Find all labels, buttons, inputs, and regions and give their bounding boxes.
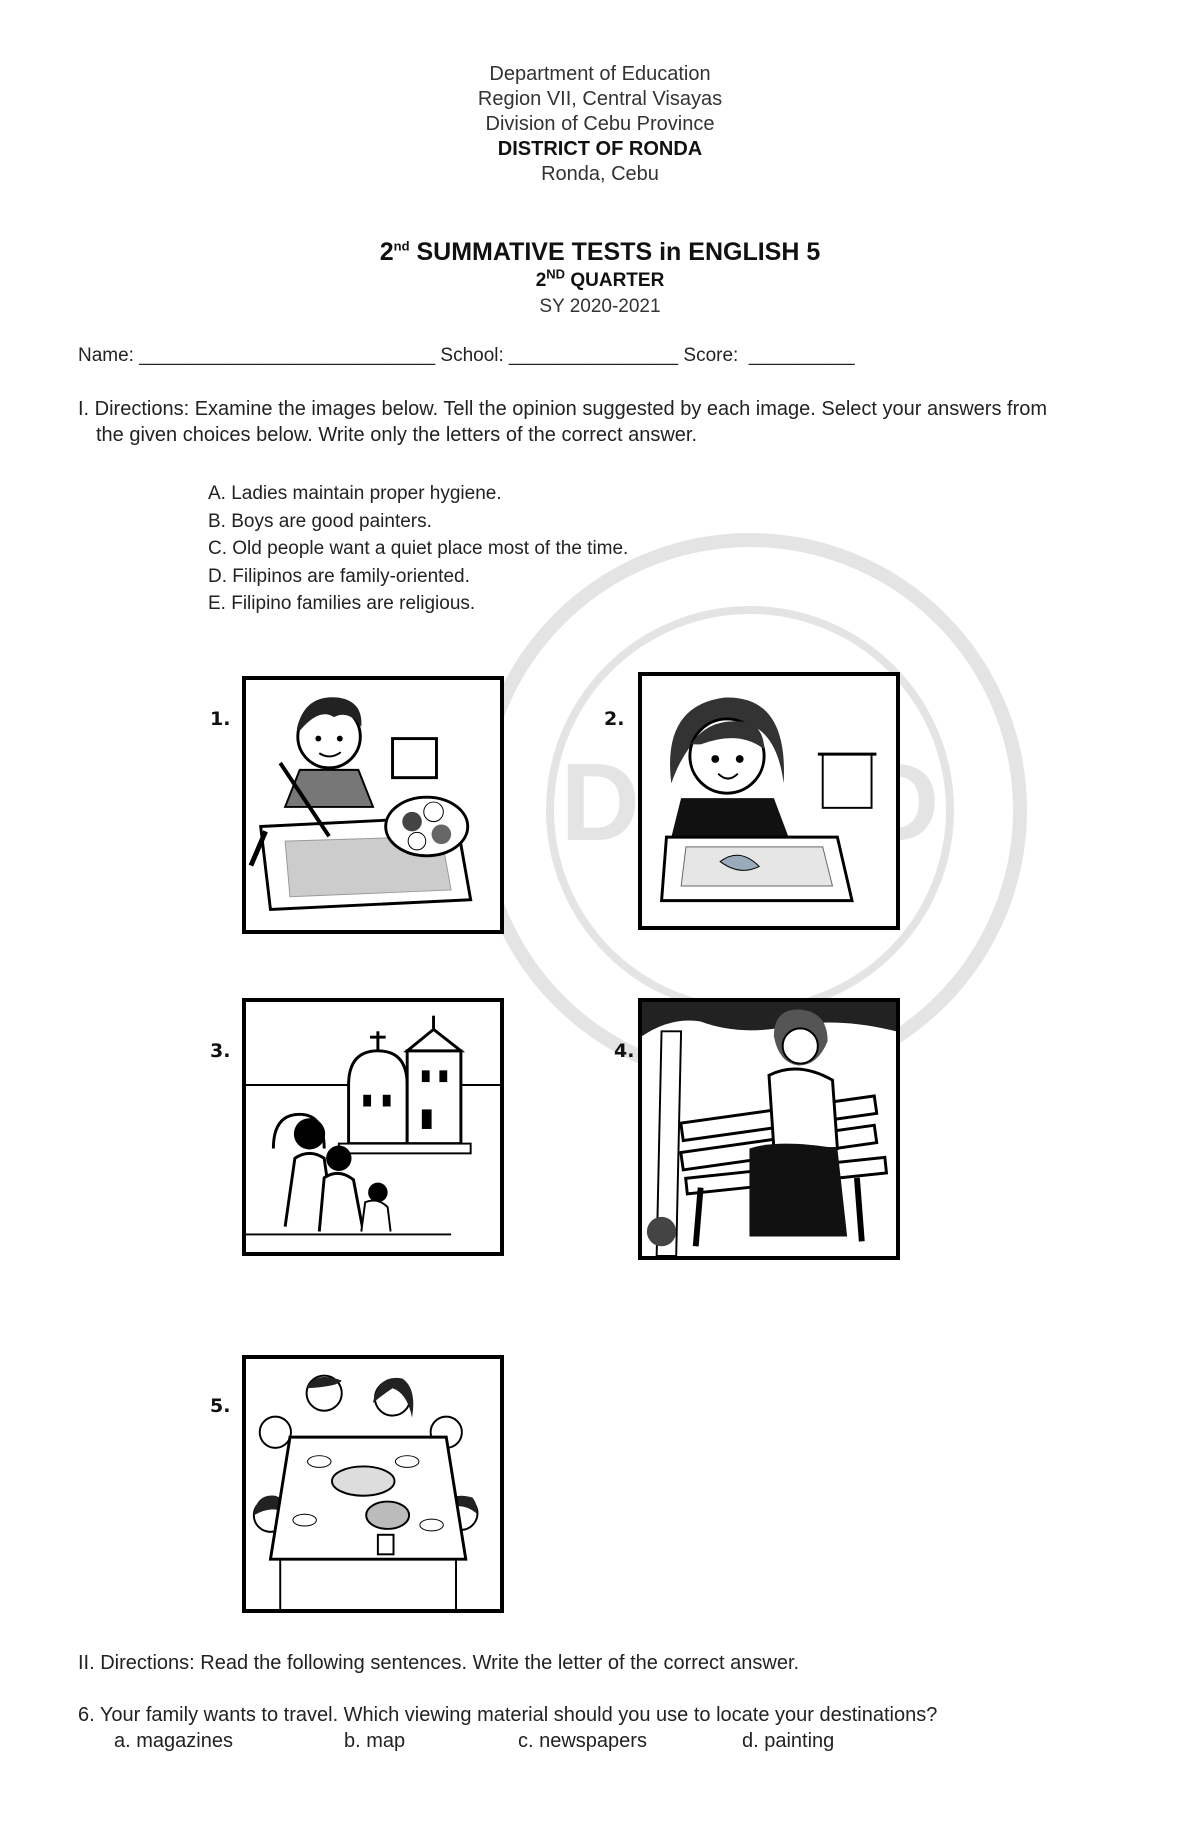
choice-b: B. Boys are good painters.: [208, 510, 432, 532]
answer-choices: [208, 480, 628, 618]
test-quarter: 2ND QUARTER: [535, 266, 665, 291]
boy-painting-image: [242, 676, 504, 934]
q6-option-c: c. newspapers: [518, 1730, 647, 1752]
q6-option-d: d. painting: [742, 1730, 835, 1752]
boy-painting-icon: [246, 680, 500, 930]
item-number-3: 3.: [210, 1040, 231, 1062]
header-department: Department of Education: [489, 63, 711, 85]
header-location: Ronda, Cebu: [541, 163, 659, 185]
header-district: DISTRICT OF RONDA: [497, 138, 703, 160]
choice-a: A. Ladies maintain proper hygiene.: [208, 483, 502, 504]
header-division: Division of Cebu Province: [485, 113, 715, 135]
item-number-4: 4.: [614, 1040, 635, 1062]
question-6: 6. Your family wants to travel. Which viewing material should you use to locate your destinations?: [78, 1704, 938, 1726]
test-title: 2nd SUMMATIVE TESTS in ENGLISH 5: [379, 238, 821, 266]
section2-directions: II. Directions: Read the following sentences. Write the letter of the correct answer.: [78, 1652, 800, 1674]
family-at-church-image: [242, 998, 504, 1256]
church-icon: [246, 1002, 500, 1252]
choice-e: E. Filipino families are religious.: [208, 593, 476, 614]
girl-washing-hands-icon: [642, 676, 896, 926]
header-region: Region VII, Central Visayas: [477, 88, 723, 110]
item-number-5: 5.: [210, 1395, 231, 1417]
school-year: SY 2020-2021: [539, 296, 661, 317]
old-woman-on-bench-image: [638, 998, 900, 1260]
old-woman-on-bench-icon: [642, 1002, 896, 1256]
q6-option-b: b. map: [344, 1730, 406, 1752]
family-dinner-icon: [246, 1359, 500, 1609]
section1-directions: I. Directions: Examine the images below. Tell the opinion suggested by each image. Select your answers from the given choices below. Write only the letters of the correct answer.: [78, 398, 1048, 446]
school-header: [0, 62, 1200, 187]
item-number-2: 2.: [604, 708, 625, 730]
choice-c: C. Old people want a quiet place most of the time.: [208, 538, 629, 559]
item-number-1: 1.: [210, 708, 231, 730]
family-dinner-image: [242, 1355, 504, 1613]
student-info-line: Name: ____________________________ School: ________________ Score: __________: [78, 345, 855, 366]
q6-option-a: a. magazines: [114, 1730, 233, 1752]
girl-washing-hands-image: [638, 672, 900, 930]
choice-d: D. Filipinos are family-oriented.: [208, 565, 470, 587]
